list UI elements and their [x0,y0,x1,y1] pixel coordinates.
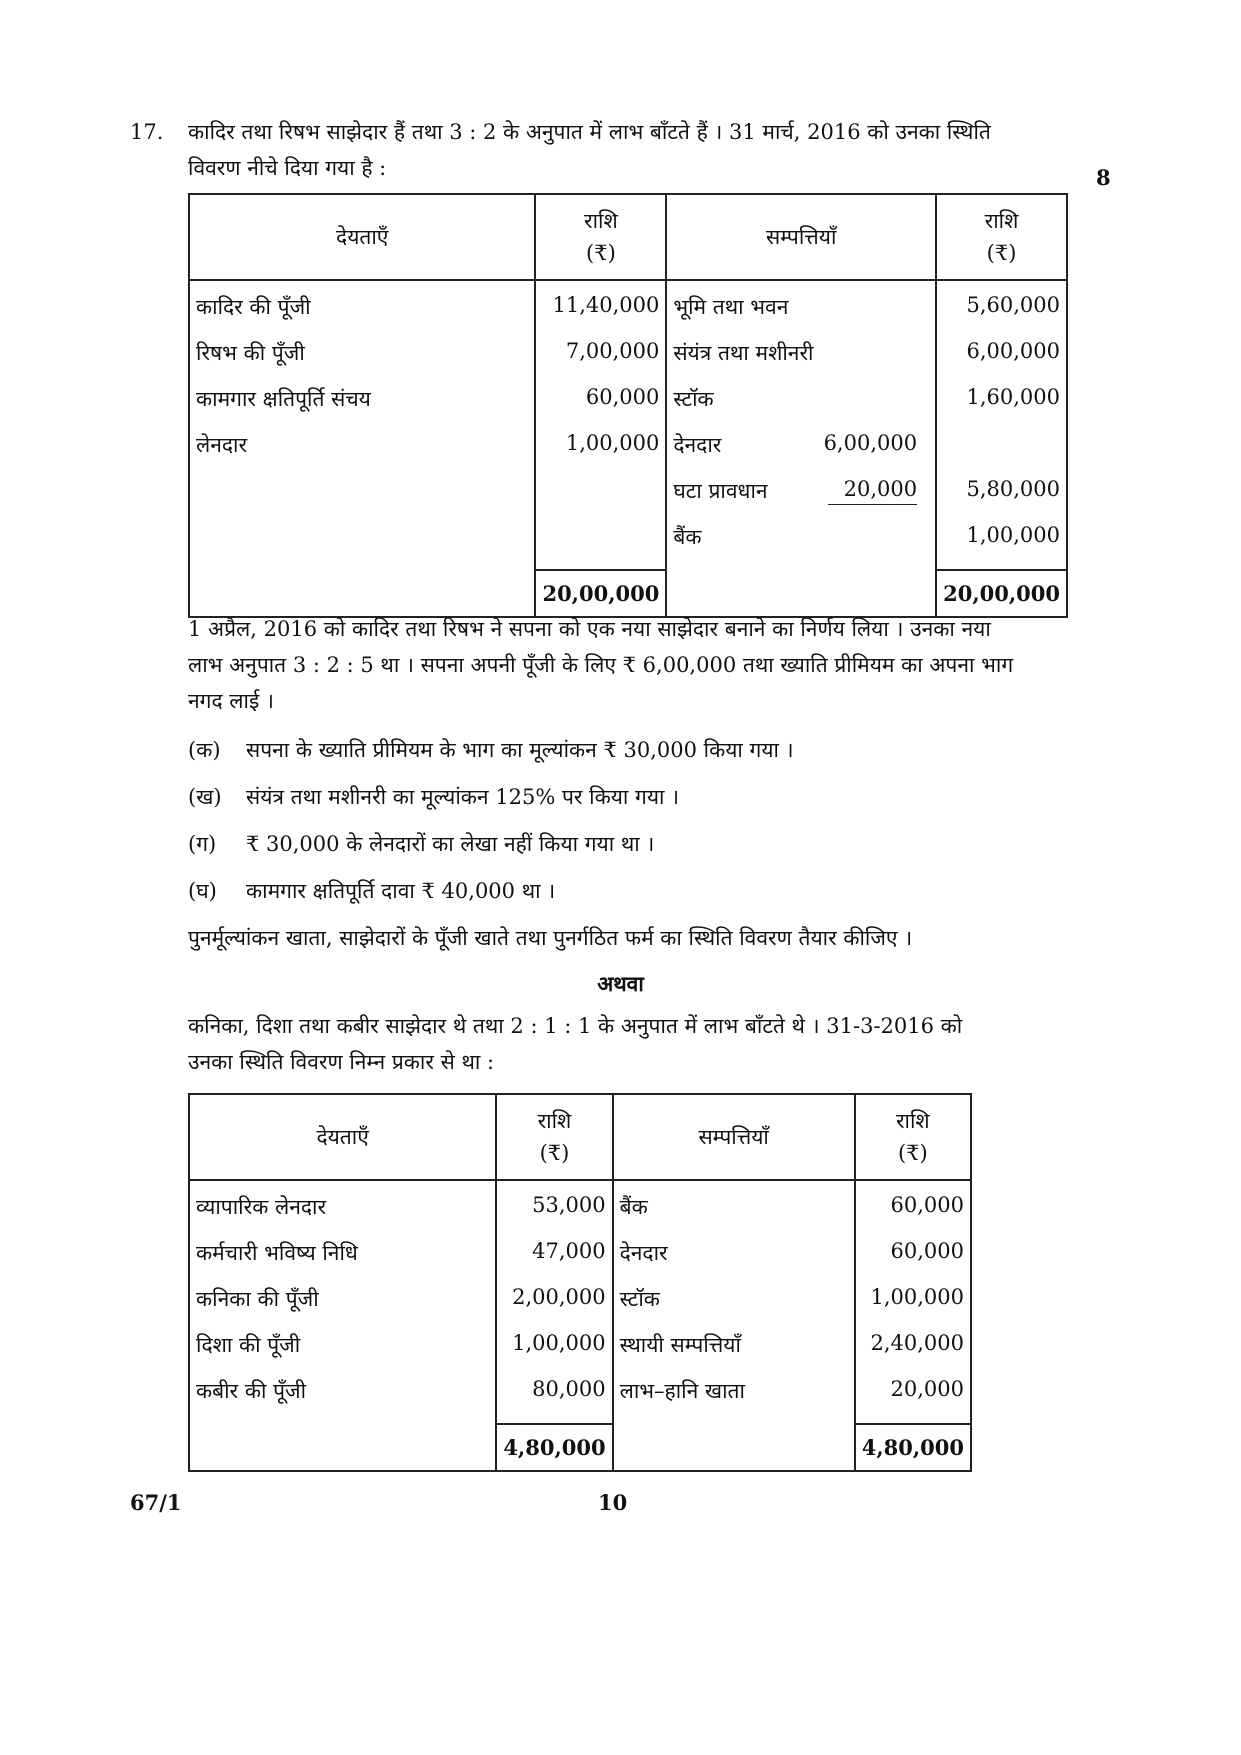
amount-cell: 1,00,000 [855,1285,971,1331]
liability-cell: कर्मचारी भविष्य निधि [189,1239,496,1285]
amount-cell: 60,000 [855,1239,971,1285]
admission-line-1: 1 अप्रैल, 2016 को कादिर तथा रिषभ ने सपना को एक नया साझेदार बनाने का निर्णय लिया । उनका नया [188,617,991,641]
item-text: संयंत्र तथा मशीनरी का मूल्यांकन 125% पर किया गया । [246,785,680,809]
question-intro [188,114,1058,186]
header-amount: राशि (₹) [936,194,1067,280]
asset-sub-amount: 20,000 [828,477,917,505]
page-number: 10 [598,1490,628,1515]
asset-label: घटा प्रावधान [673,479,768,503]
adjustment-item [188,783,1038,811]
admission-line-3: नगद लाई । [188,689,274,713]
item-label: (क) [188,738,221,762]
total-right: 4,80,000 [855,1424,971,1471]
liability-cell: कबीर की पूँजी [189,1377,496,1424]
amount-cell: 1,00,000 [936,523,1067,570]
amount-cell: 53,000 [496,1180,612,1239]
amount-cell: 1,00,000 [535,431,666,477]
item-text: ₹ 30,000 के लेनदारों का लेखा नहीं किया गया था । [246,832,655,856]
item-label: (ख) [188,785,222,809]
total-row [189,1424,971,1471]
liability-cell [189,477,535,523]
amount-cell: 20,000 [855,1377,971,1424]
table-row [189,1180,971,1239]
amount-cell: 2,40,000 [855,1331,971,1377]
table-row [189,477,1067,523]
liability-cell: कामगार क्षतिपूर्ति संचय [189,385,535,431]
amount-cell: 1,60,000 [936,385,1067,431]
asset-cell: बैंक [666,523,936,570]
amount-cell [535,477,666,523]
question-number: 17. [130,120,164,144]
table-row [189,1331,971,1377]
alt-question [188,1008,1058,1080]
table-row [189,1377,971,1424]
header-liabilities: देयताएँ [189,194,535,280]
amount-cell: 7,00,000 [535,339,666,385]
or-label: अथवा [597,971,644,996]
liability-cell [189,523,535,570]
header-liabilities: देयताएँ [189,1094,496,1180]
amount-cell: 6,00,000 [936,339,1067,385]
liability-cell: कादिर की पूँजी [189,280,535,339]
total-left: 4,80,000 [496,1424,612,1471]
item-label: (घ) [188,879,217,903]
header-assets: सम्पत्तियाँ [666,194,936,280]
amount-cell [936,431,1067,477]
asset-cell: स्टॉक [613,1285,855,1331]
balance-sheet-2 [188,1093,972,1472]
paper-code: 67/1 [130,1490,182,1515]
balance-sheet-1 [188,193,1068,618]
asset-cell: स्टॉक [666,385,936,431]
table-row [189,385,1067,431]
table-row [189,280,1067,339]
header-amount: राशि (₹) [855,1094,971,1180]
amount-cell: 5,60,000 [936,280,1067,339]
amount-cell [535,523,666,570]
alt-line-2: उनका स्थिति विवरण निम्न प्रकार से था : [188,1050,495,1074]
table-row [189,431,1067,477]
liability-cell: लेनदार [189,431,535,477]
amount-cell: 60,000 [855,1180,971,1239]
item-text: सपना के ख्याति प्रीमियम के भाग का मूल्यांकन ₹ 30,000 किया गया । [246,738,794,762]
intro-line-1: कादिर तथा रिषभ साझेदार हैं तथा 3 : 2 के अनुपात में लाभ बाँटते हैं । 31 मार्च, 2016 को उनका स्थिति [188,120,991,144]
amount-cell: 80,000 [496,1377,612,1424]
table-row [189,1285,971,1331]
asset-cell: लाभ–हानि खाता [613,1377,855,1424]
asset-cell: बैंक [613,1180,855,1239]
table-header [189,194,1067,280]
asset-cell: संयंत्र तथा मशीनरी [666,339,936,385]
item-label: (ग) [188,832,217,856]
alt-line-1: कनिका, दिशा तथा कबीर साझेदार थे तथा 2 : 1 : 1 के अनुपात में लाभ बाँटते थे । 31-3-2016 को [188,1014,963,1038]
item-text: कामगार क्षतिपूर्ति दावा ₹ 40,000 था । [246,879,556,903]
adjustment-item [188,877,1038,905]
liability-cell: कनिका की पूँजी [189,1285,496,1331]
asset-label: देनदार [673,433,722,457]
marks: 8 [1096,165,1111,190]
total-right: 20,00,000 [936,570,1067,617]
amount-cell: 5,80,000 [936,477,1067,523]
total-row [189,570,1067,617]
adjustment-item [188,830,1038,858]
asset-cell: स्थायी सम्पत्तियाँ [613,1331,855,1377]
asset-cell: भूमि तथा भवन [666,280,936,339]
header-assets: सम्पत्तियाँ [613,1094,855,1180]
asset-sub-amount: 6,00,000 [823,431,918,455]
amount-cell: 60,000 [535,385,666,431]
amount-cell: 47,000 [496,1239,612,1285]
amount-cell: 2,00,000 [496,1285,612,1331]
liability-cell: व्यापारिक लेनदार [189,1180,496,1239]
liability-cell: रिषभ की पूँजी [189,339,535,385]
instruction: पुनर्मूल्यांकन खाता, साझेदारों के पूँजी खाते तथा पुनर्गठित फर्म का स्थिति विवरण तैयार कीजिए । [188,926,913,950]
amount-cell: 11,40,000 [535,280,666,339]
liability-cell: दिशा की पूँजी [189,1331,496,1377]
table-row [189,339,1067,385]
asset-cell [666,477,936,523]
intro-line-2: विवरण नीचे दिया गया है : [188,156,387,180]
asset-cell [666,431,936,477]
table-row [189,523,1067,570]
amount-cell: 1,00,000 [496,1331,612,1377]
asset-cell: देनदार [613,1239,855,1285]
header-amount: राशि (₹) [535,194,666,280]
admission-line-2: लाभ अनुपात 3 : 2 : 5 था । सपना अपनी पूँजी के लिए ₹ 6,00,000 तथा ख्याति प्रीमियम का अपना भाग [188,653,1014,677]
header-amount: राशि (₹) [496,1094,612,1180]
total-left: 20,00,000 [535,570,666,617]
adjustment-item [188,736,1038,764]
table-row [189,1239,971,1285]
admission-paragraph [188,611,1058,719]
table-header [189,1094,971,1180]
